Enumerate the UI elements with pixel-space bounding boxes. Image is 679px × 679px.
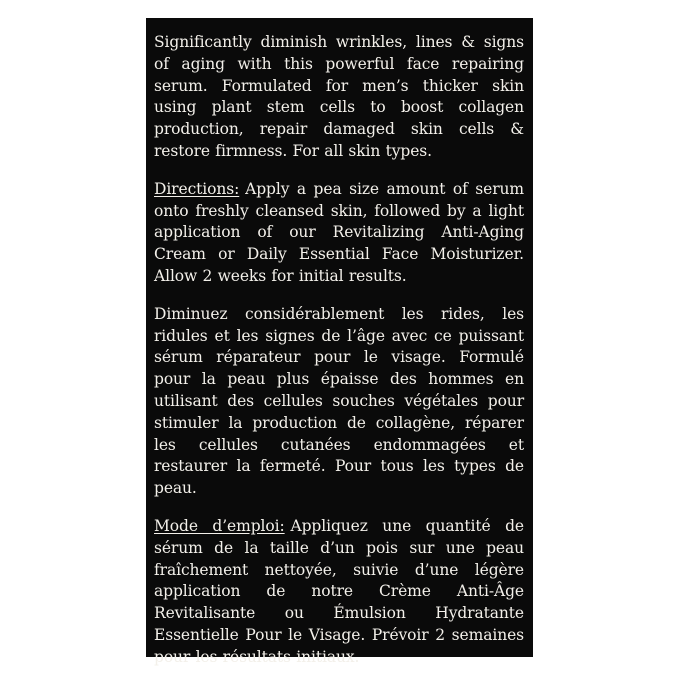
french-description-text: Diminuez considérablement les rides, les ridules et les signes de l’âge avec ce puissant sérum réparateur pour le visage. Formulé pour la peau plus épaisse des hommes en utilisant des cellules souches végétales pour stimuler la production de collagène, réparer les cellules cutanées endommagées et restaurer la fermeté. Pour tous les types de peau. [154,304,524,498]
mode-demploi-text: Appliquez une quantité de sérum de la taille d’un pois sur une peau fraîchement nettoyée, suivie d’une légère application de notre Crème Anti-Âge Revitalisante ou Émulsion Hydratante Essentielle Pour le Visage. Prévoir 2 semaines pour les résultats initiaux. [154,516,524,666]
directions-text: Apply a pea size amount of serum onto freshly cleansed skin, followed by a light application of our Revitalizing Anti-Aging Cream or Daily Essential Face Moisturizer. Allow 2 weeks for initial results. [154,179,524,285]
mode-demploi-label: Mode d’emploi: [154,516,285,535]
english-description-text: Significantly diminish wrinkles, lines & signs of aging with this powerful face repairing serum. Formulated for men’s thicker skin using plant stem cells to boost collagen production, repair damaged skin cells & restore firmness. For all skin types. [154,33,524,160]
paragraph-mode-demploi [154,516,524,669]
paragraph-french-description [154,304,524,500]
paragraph-english-description [154,32,524,163]
paragraph-directions [154,179,524,288]
directions-label: Directions: [154,179,240,198]
product-label-panel [146,18,533,666]
